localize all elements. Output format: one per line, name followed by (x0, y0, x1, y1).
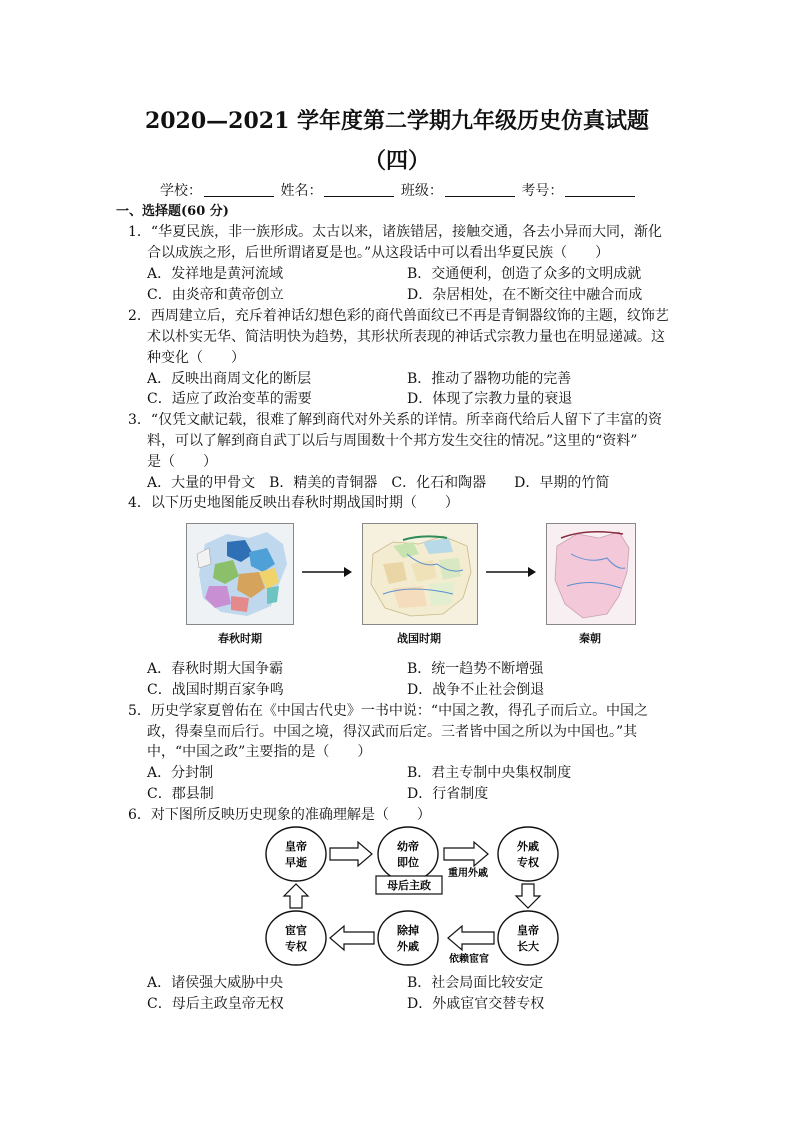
q5-option-c[interactable]: C．郡县制 (147, 786, 214, 802)
q5-option-d[interactable]: D．行省制度 (407, 786, 489, 802)
class-label: 班级： (400, 183, 443, 199)
school-label: 学校： (160, 183, 202, 199)
arrow-1-icon (300, 565, 354, 579)
node-young-emperor-l2: 即位 (397, 856, 419, 869)
number-field[interactable] (565, 182, 635, 197)
arrow-2-icon (484, 565, 538, 579)
q6-option-d[interactable]: D．外戚宦官交替专权 (407, 996, 545, 1012)
q3-stem-2: 料，可以了解到商自武丁以后与周围数十个邦方发生交往的情况。”这里的“资料” (147, 433, 638, 449)
arrow-up-icon (284, 884, 308, 908)
node-relatives-power-l2: 专权 (517, 856, 539, 869)
q4-option-c[interactable]: C．战国时期百家争鸣 (147, 682, 284, 698)
name-label: 姓名： (280, 183, 323, 199)
page-subtitle: （四） (363, 148, 430, 174)
q4-stem-1: 4．以下历史地图能反映出春秋时期战国时期（ ） (128, 495, 459, 511)
arrow-left-2-icon (330, 926, 374, 950)
q4-option-a[interactable]: A．春秋时期大国争霸 (147, 661, 284, 677)
q3-stem-3: 是（ ） (147, 454, 217, 470)
arrow-down-icon (516, 884, 540, 908)
arrow-left-1-icon (448, 926, 494, 950)
q5-option-a[interactable]: A．分封制 (147, 765, 214, 781)
caption-qin: 秦朝 (579, 632, 601, 645)
node-emperor-dies-l1: 皇帝 (285, 840, 307, 853)
arrow-right-1-icon (330, 842, 372, 866)
arrow-right-2-icon (444, 842, 488, 866)
node-remove-relatives-l1: 除掉 (397, 924, 419, 937)
school-field[interactable] (204, 182, 274, 197)
name-field[interactable] (324, 182, 394, 197)
node-emperor-dies-l2: 早逝 (285, 856, 307, 869)
caption-spring-autumn: 春秋时期 (218, 632, 262, 645)
node-emperor-grown-l1: 皇帝 (517, 924, 539, 937)
q6-option-a[interactable]: A．诸侯强大威胁中央 (147, 975, 284, 991)
label-rely-relatives: 重用外戚 (448, 868, 488, 879)
q5-stem-2: 政，得秦皇而后行。中国之境，得汉武而后定。三者皆中国之所以为中国也。”其 (147, 724, 638, 740)
node-remove-relatives (378, 911, 438, 965)
q5-option-b[interactable]: B．君主专制中央集权制度 (407, 765, 572, 781)
q6-flow-diagram (258, 826, 568, 970)
q1-stem-2: 合以成族之形，后世所谓诸夏是也。”从这段话中可以看出华夏民族（ ） (147, 245, 610, 261)
q2-stem-2: 术以朴实无华、简洁明快为趋势，其形状所表现的神话式宗教力量也在明显递减。这 (147, 329, 665, 345)
node-emperor-dies (266, 827, 326, 881)
caption-warring-states: 战国时期 (397, 632, 441, 645)
node-young-emperor (378, 827, 438, 881)
q2-option-c[interactable]: C．适应了政治变革的需要 (147, 391, 312, 407)
q2-option-d[interactable]: D．体现了宗教力量的衰退 (407, 391, 573, 407)
page-title: 2020—2021 学年度第二学期九年级历史仿真试题 (144, 108, 650, 134)
class-field[interactable] (445, 182, 515, 197)
student-info-line (160, 181, 637, 201)
node-eunuch-power-l2: 专权 (285, 940, 307, 953)
q1-option-b[interactable]: B．交通便利，创造了众多的文明成就 (407, 266, 642, 282)
map-qin (546, 523, 636, 625)
node-young-emperor-l1: 幼帝 (397, 840, 419, 853)
q5-stem-1: 5．历史学家夏曾佑在《中国古代史》一书中说：“中国之教，得孔子而后立。中国之 (128, 703, 649, 719)
node-eunuch-power (266, 911, 326, 965)
q1-stem-1: 1．“华夏民族，非一族形成。太古以来，诸族错居，接触交通，各去小异而大同，渐化 (128, 224, 663, 240)
node-emperor-grown-l2: 长大 (517, 940, 539, 953)
q1-option-c[interactable]: C．由炎帝和黄帝创立 (147, 287, 284, 303)
q4-option-d[interactable]: D．战争不止社会倒退 (407, 682, 545, 698)
q2-stem-3: 种变化（ ） (147, 350, 245, 366)
q5-stem-3: 中，“中国之政”主要指的是（ ） (147, 744, 372, 760)
map-spring-autumn (186, 523, 294, 625)
map-warring-states (362, 523, 478, 625)
q6-option-c[interactable]: C．母后主政皇帝无权 (147, 996, 284, 1012)
q3-stem-1: 3．“仅凭文献记载，很难了解到商代对外关系的详情。所幸商代给后人留下了丰富的资 (128, 412, 663, 428)
number-label: 考号： (521, 183, 564, 199)
q1-option-d[interactable]: D．杂居相处，在不断交往中融合而成 (407, 287, 643, 303)
node-relatives-power (498, 827, 558, 881)
node-emperor-grown (498, 911, 558, 965)
q1-option-a[interactable]: A．发祥地是黄河流域 (147, 266, 284, 282)
q3-options[interactable]: A．大量的甲骨文 B．精美的青铜器 C．化石和陶器 D．早期的竹简 (147, 475, 610, 491)
q2-option-b[interactable]: B．推动了器物功能的完善 (407, 371, 572, 387)
node-eunuch-power-l1: 宦官 (285, 924, 307, 937)
node-remove-relatives-l2: 外戚 (397, 940, 419, 953)
q2-option-a[interactable]: A．反映出商周文化的断层 (147, 371, 312, 387)
regent-label: 母后主政 (387, 879, 431, 892)
section-heading: 一、选择题(60 分) (116, 204, 229, 219)
q6-option-b[interactable]: B．社会局面比较安定 (407, 975, 544, 991)
label-rely-eunuchs: 依赖宦官 (449, 954, 489, 965)
q2-stem-1: 2．西周建立后，充斥着神话幻想色彩的商代兽面纹已不再是青铜器纹饰的主题，纹饰艺 (128, 308, 669, 324)
node-relatives-power-l1: 外戚 (517, 840, 539, 853)
q6-stem-1: 6．对下图所反映历史现象的准确理解是（ ） (128, 807, 431, 823)
q4-option-b[interactable]: B．统一趋势不断增强 (407, 661, 544, 677)
